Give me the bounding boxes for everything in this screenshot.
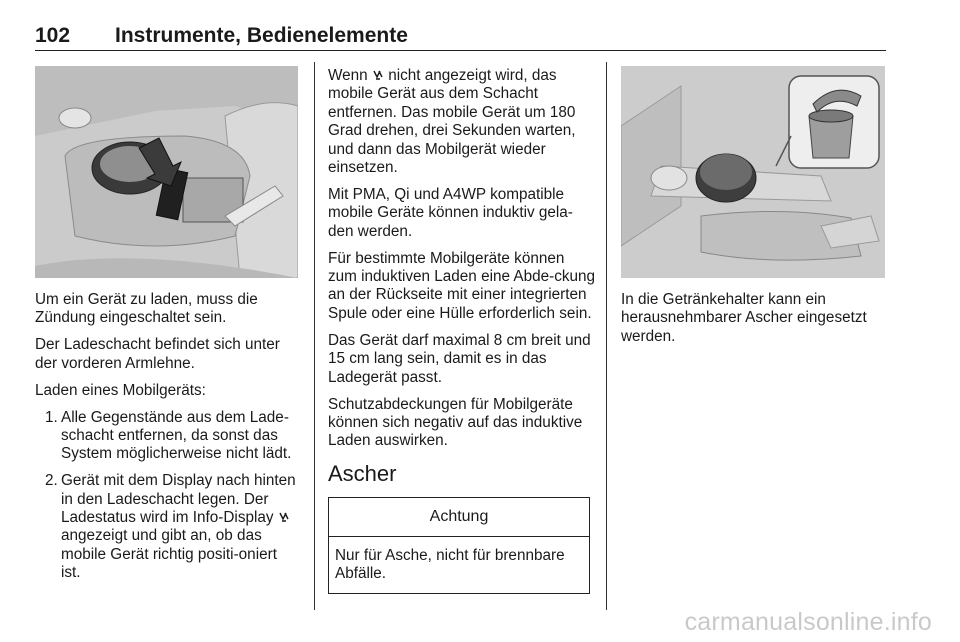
paragraph: Der Ladeschacht befindet sich unter der vorderen Armlehne. <box>35 336 280 372</box>
column-3 <box>621 291 886 355</box>
chapter-title: Instrumente, Bedienelemente <box>115 24 408 47</box>
ashtray-illustration <box>621 66 885 278</box>
step-text: angezeigt und gibt an, ob das mobile Gerät richtig positi-oniert ist. <box>61 527 277 582</box>
page-header <box>35 24 886 51</box>
paragraph: Mit PMA, Qi und A4WP kompatible mobile Geräte können induktiv gela-den werden. <box>328 185 573 240</box>
notice-box <box>328 497 590 594</box>
step-text: Gerät mit dem Display nach hinten in den Ladeschacht legen. Der Ladestatus wird im Info-Display <box>61 472 296 527</box>
paragraph <box>328 67 596 177</box>
notice-text: Nur für Asche, nicht für brennbare Abfälle. <box>335 546 565 582</box>
paragraph: Laden eines Mobilgeräts: <box>35 381 206 399</box>
paragraph-prefix: Wenn <box>328 67 368 84</box>
steps-list <box>35 409 300 583</box>
step-text: Alle Gegenstände aus dem Lade-schacht entfernen, da sonst das System möglicherweise nicht lädt. <box>61 408 292 463</box>
notice-title: Achtung <box>329 498 589 536</box>
list-item <box>35 472 300 582</box>
wireless-charging-symbol-icon <box>372 68 384 82</box>
watermark: carmanualsonline.info <box>684 608 932 636</box>
section-title: Ascher <box>328 460 397 486</box>
paragraph: Um ein Gerät zu laden, muss die Zündung eingeschaltet sein. <box>35 291 258 327</box>
paragraph: Schutzabdeckungen für Mobilgeräte können sich negativ auf das induktive Laden auswirken. <box>328 395 583 450</box>
column-divider <box>606 62 607 610</box>
paragraph-rest: nicht angezeigt wird, das mobile Gerät aus dem Schacht entfernen. Das mobile Gerät um 180 Grad drehen, drei Sekunden warten, und dann das Mobilgerät wieder einsetzen. <box>328 67 576 177</box>
step-number: 2. <box>45 472 58 490</box>
paragraph: In die Getränkehalter kann ein herausnehmbarer Ascher eingesetzt werden. <box>621 291 867 345</box>
figure-ashtray <box>621 66 885 278</box>
column-1 <box>35 291 300 591</box>
list-item <box>35 409 300 464</box>
column-divider <box>314 62 315 610</box>
wireless-charging-symbol-icon <box>278 510 290 524</box>
page-number: 102 <box>35 24 71 47</box>
paragraph: Für bestimmte Mobilgeräte können zum induktiven Laden eine Abde-ckung an der Rückseite mit einer integrierten Spule oder eine Hülle erforderlich sein. <box>328 249 596 322</box>
paragraph: Das Gerät darf maximal 8 cm breit und 15 cm lang sein, damit es in das Ladegerät passt. <box>328 331 591 386</box>
figure-charging-compartment <box>35 66 298 278</box>
column-2 <box>328 67 596 594</box>
step-number: 1. <box>45 408 58 426</box>
charging-compartment-illustration <box>35 66 298 278</box>
